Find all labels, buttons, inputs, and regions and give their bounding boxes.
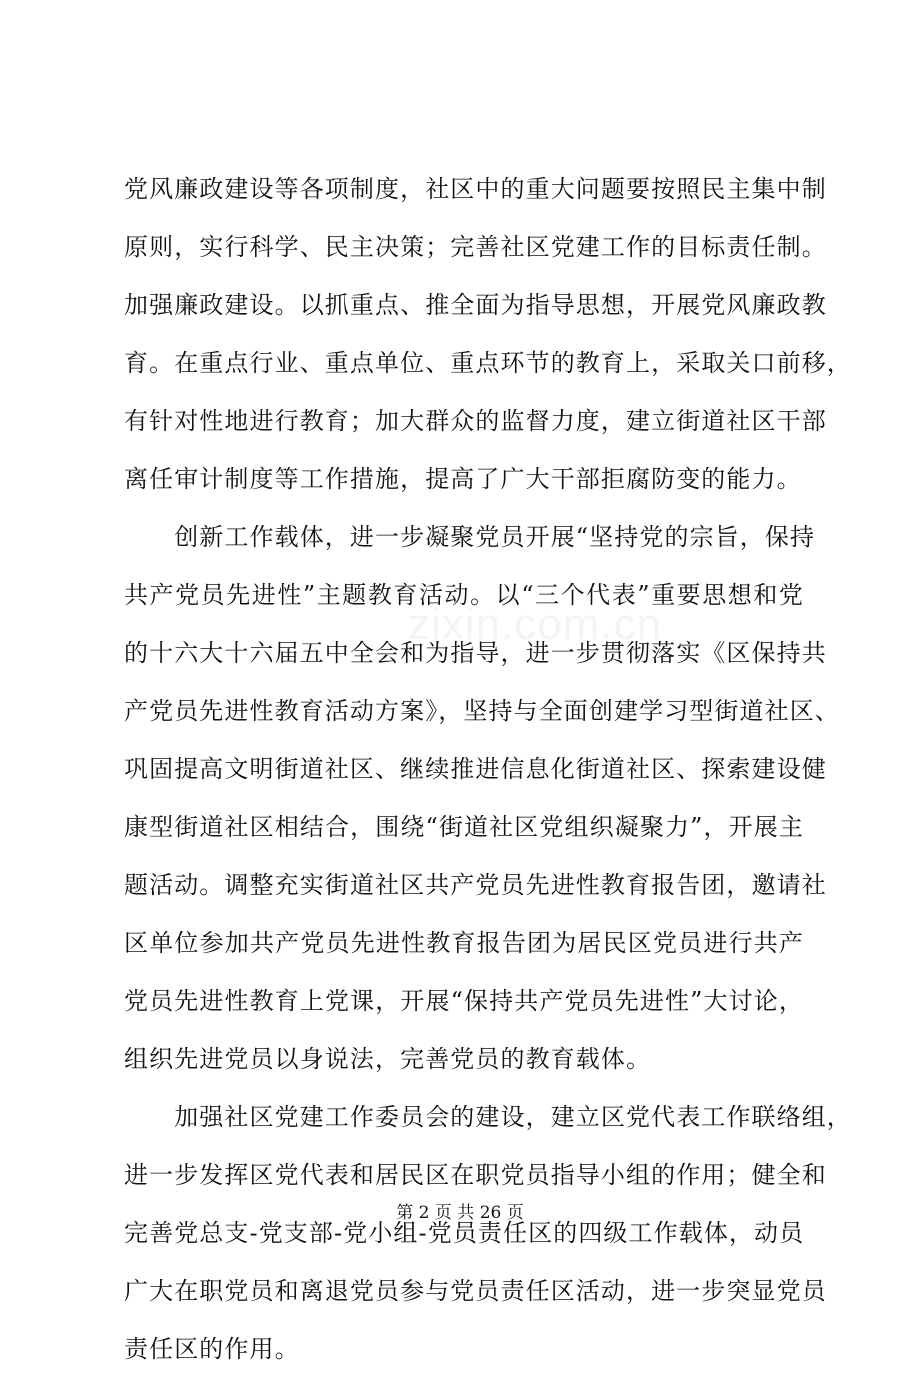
text-line: 的十六大十六届五中全会和为指导，进一步贯彻落实《区保持共: [124, 639, 827, 667]
text-line: 进一步发挥区党代表和居民区在职党员指导小组的作用；健全和: [124, 1161, 827, 1189]
text-line: 离任审计制度等工作措施，提高了广大干部拒腐防变的能力。: [124, 465, 802, 493]
text-line: 题活动。调整充实街道社区共产党员先进性教育报告团，邀请社: [124, 871, 827, 899]
text-line: 巩固提高文明街道社区、继续推进信息化街道社区、探索建设健: [124, 755, 827, 783]
paragraph-3: [124, 1088, 852, 1378]
text-line: 共产党员先进性”主题教育活动。以“三个代表”重要思想和党: [124, 581, 804, 609]
page-footer: 第 2 页 共 26 页: [396, 1203, 524, 1223]
text-line: 加强社区党建工作委员会的建设，建立区党代表工作联络组，: [124, 1103, 852, 1131]
text-line: 创新工作载体，进一步凝聚党员开展“坚持党的宗旨，保持: [124, 523, 816, 551]
text-line: 区单位参加共产党员先进性教育报告团为居民区党员进行共产: [124, 929, 804, 957]
text-line: 原则，实行科学、民主决策；完善社区党建工作的目标责任制。: [124, 233, 827, 261]
text-line: 康型街道社区相结合，围绕“街道社区党组织凝聚力”，开展主: [124, 813, 804, 841]
body-text: [124, 160, 852, 1378]
text-line: 党员先进性教育上党课，开展“保持共产党员先进性”大讨论，: [124, 987, 804, 1015]
text-line: 组织先进党员以身说法，完善党员的教育载体。: [124, 1045, 652, 1073]
text-line: 加强廉政建设。以抓重点、推全面为指导思想，开展党风廉政教: [124, 291, 827, 319]
text-line: 有针对性地进行教育；加大群众的监督力度，建立街道社区干部: [124, 407, 827, 435]
paragraph-2: [124, 508, 840, 1088]
text-line: 责任区的作用。: [124, 1335, 300, 1363]
text-line: 广大在职党员和离退党员参与党员责任区活动，进一步突显党员: [124, 1277, 827, 1305]
paragraph-1: [124, 160, 852, 508]
text-line: 产党员先进性教育活动方案》，坚持与全面创建学习型街道社区、: [124, 697, 840, 725]
text-line: 党风廉政建设等各项制度，社区中的重大问题要按照民主集中制: [124, 175, 827, 203]
text-line: 育。在重点行业、重点单位、重点环节的教育上，采取关口前移，: [124, 349, 852, 377]
watermark: zixin.com.cn: [408, 600, 663, 649]
text-line: 完善党总支-党支部-党小组-党员责任区的四级工作载体，动员: [124, 1219, 805, 1247]
